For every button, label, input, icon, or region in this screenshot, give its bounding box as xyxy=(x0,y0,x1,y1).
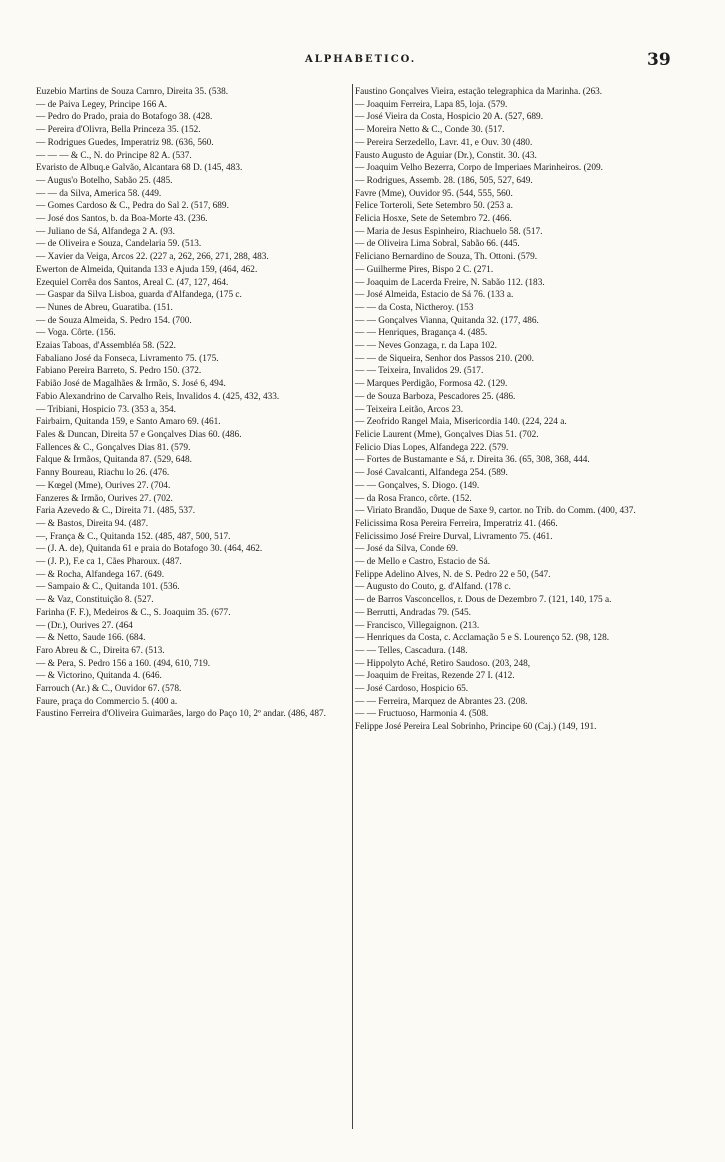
page-number: 39 xyxy=(647,50,671,70)
directory-entry: — — Telles, Cascadura. (148. xyxy=(355,645,468,656)
directory-entry: — — Henriques, Bragança 4. (485. xyxy=(355,328,488,339)
directory-entry: — de Barros Vasconcellos, r. Dous de Dezembro 7. (121, 140, 175 a. xyxy=(355,595,612,606)
directory-entry: — (Dr.), Ourives 27. (464 xyxy=(36,620,133,631)
directory-entry: — Hippolyto Aché, Retiro Saudoso. (203, 248, xyxy=(355,658,531,669)
directory-entry: Fabaliano José da Fonseca, Livramento 75. (175. xyxy=(36,353,219,364)
directory-entry: Fales & Duncan, Direita 57 e Gonçalves Dias 60. (486. xyxy=(36,429,242,440)
page-header xyxy=(0,50,725,74)
directory-entry: Fairbairn, Quitanda 159, e Santo Amaro 69. (461. xyxy=(36,417,221,428)
directory-entry: — — Neves Gonzaga, r. da Lapa 102. xyxy=(355,341,497,352)
directory-entry: — Pedro do Prado, praia do Botafogo 38. (428. xyxy=(36,112,213,123)
directory-entry: — & Netto, Saude 166. (684. xyxy=(36,633,146,644)
directory-entry: — — da Costa, Nictheroy. (153 xyxy=(355,302,474,313)
directory-entry: — Voga. Côrte. (156. xyxy=(36,328,116,339)
directory-entry: — & Bastos, Direita 94. (487. xyxy=(36,518,149,529)
directory-entry: — José Cavalcanti, Alfandega 254. (589. xyxy=(355,468,508,479)
directory-entry: — José Vieira da Costa, Hospicio 20 A. (527, 689. xyxy=(355,112,544,123)
directory-entry: — José Cardoso, Hospicio 65. xyxy=(355,684,469,695)
directory-entry: — — Fructuoso, Harmonia 4. (508. xyxy=(355,709,489,720)
directory-entry: Euzebio Martins de Souza Carnro, Direita 35. (538. xyxy=(36,87,229,97)
directory-entry: — — Gonçalves Vianna, Quitanda 32. (177, 486. xyxy=(355,315,539,326)
column-divider xyxy=(352,84,353,1129)
directory-entry: — Guilherme Pires, Bispo 2 C. (271. xyxy=(355,264,494,275)
directory-entry: — & Pera, S. Pedro 156 a 160. (494, 610, 719. xyxy=(36,658,211,669)
directory-entry: — José Almeida, Estacio de Sá 76. (133 a. xyxy=(355,290,514,301)
directory-entry: Ezequiel Corrêa dos Santos, Areal C. (47, 127, 464. xyxy=(36,277,229,288)
directory-entry: — Joaquim Velho Bezerra, Corpo de Imperiaes Marinheiros. (209. xyxy=(355,163,603,174)
directory-entry: — (J. P.), F.e ca 1, Cães Pharoux. (487. xyxy=(36,557,182,568)
directory-entry: — Sampaio & C., Quitanda 101. (536. xyxy=(36,582,180,593)
directory-entry: — & Vaz, Constituição 8. (527. xyxy=(36,595,154,606)
directory-entry: Fanzeres & Irmão, Ourives 27. (702. xyxy=(36,493,173,504)
directory-entry: — Joaquim de Lacerda Freire, N. Sabão 112. (183. xyxy=(355,277,545,288)
directory-entry: —, França & C., Quitanda 152. (485, 487, 500, 517. xyxy=(36,531,231,542)
directory-entry: Faure, praça do Commercio 5. (400 a. xyxy=(36,696,178,707)
directory-entry: — Rodrigues Guedes, Imperatriz 98. (636, 560. xyxy=(36,137,214,148)
directory-entry: — Augus'o Botelho, Sabão 25. (485. xyxy=(36,175,173,186)
directory-entry: Farrouch (Ar.) & C., Ouvidor 67. (578. xyxy=(36,684,182,695)
directory-entry: — de Paiva Legey, Principe 166 A. xyxy=(36,99,168,110)
directory-entry: Felippe Adelino Alves, N. de S. Pedro 22 e 50, (547. xyxy=(355,569,551,580)
directory-entry: Felicia Hosxe, Sete de Setembro 72. (466. xyxy=(355,214,512,225)
directory-entry: — — — & C., N. do Principe 82 A. (537. xyxy=(36,150,192,161)
directory-entry: — de Souza Barboza, Pescadores 25. (486. xyxy=(355,391,516,402)
directory-entry: — de Oliveira e Souza, Candelaria 59. (513. xyxy=(36,239,202,250)
directory-entry: Felippe José Pereira Leal Sobrinho, Principe 60 (Caj.) (149, 191. xyxy=(355,722,597,733)
directory-entry: — José dos Santos, b. da Boa-Morte 43. (236. xyxy=(36,214,208,225)
left-column xyxy=(36,86,348,721)
directory-entry: Faustino Ferreira d'Oliveira Guimarães, largo do Paço 10, 2º andar. (486, 487. xyxy=(36,709,326,720)
directory-entry: — & Rocha, Alfandega 167. (649. xyxy=(36,569,165,580)
directory-entry: Felice Torteroli, Sete Setembro 50. (253 a. xyxy=(355,201,513,212)
directory-entry: Ewerton de Almeida, Quitanda 133 e Ajuda 159, (464, 462. xyxy=(36,264,258,275)
directory-entry: Fanny Boureau, Riachu lo 26. (476. xyxy=(36,468,170,479)
right-column xyxy=(355,86,673,734)
directory-entry: Favre (Mme), Ouvidor 95. (544, 555, 560. xyxy=(355,188,513,199)
directory-entry: — Marques Perdigão, Formosa 42. (129. xyxy=(355,379,508,390)
directory-entry: — Gomes Cardoso & C., Pedra do Sal 2. (517, 689. xyxy=(36,201,229,212)
directory-entry: — Kœgel (Mme), Ourives 27. (704. xyxy=(36,480,171,491)
directory-entry: — Fortes de Bustamante e Sá, r. Direita 36. (65, 308, 368, 444. xyxy=(355,455,590,466)
directory-entry: — de Mello e Castro, Estacio de Sá. xyxy=(355,557,491,568)
directory-entry: — Henriques da Costa, c. Acclamação 5 e S. Lourenço 52. (98, 128. xyxy=(355,633,610,644)
directory-entry: — — de Siqueira, Senhor dos Passos 210. (200. xyxy=(355,353,534,364)
directory-entry: — Juliano de Sá, Alfandega 2 A. (93. xyxy=(36,226,175,237)
directory-entry: — — Ferreira, Marquez de Abrantes 23. (208. xyxy=(355,696,528,707)
directory-entry: — Berrutti, Andradas 79. (545. xyxy=(355,607,471,618)
directory-entry: — Moreira Netto & C., Conde 30. (517. xyxy=(355,125,505,136)
directory-entry: — José da Silva, Conde 69. xyxy=(355,544,459,555)
directory-entry: — Teixeira Leitão, Arcos 23. xyxy=(355,404,464,415)
directory-entry: — Augusto do Couto, g. d'Alfand. (178 c. xyxy=(355,582,511,593)
directory-entry: — — da Silva, America 58. (449. xyxy=(36,188,162,199)
directory-entry: Fabio Alexandrino de Carvalho Reis, Invalidos 4. (425, 432, 433. xyxy=(36,391,280,402)
directory-entry: Felicissimo José Freire Durval, Livramento 75. (461. xyxy=(355,531,553,542)
directory-entry: Faria Azevedo & C., Direita 71. (485, 537. xyxy=(36,506,196,517)
directory-entry: — — Teixeira, Invalidos 29. (517. xyxy=(355,366,484,377)
running-title: ALPHABETICO. xyxy=(305,54,417,65)
directory-entry: — Francisco, Villegaignon. (213. xyxy=(355,620,480,631)
directory-entry: Faro Abreu & C., Direita 67. (513. xyxy=(36,645,165,656)
directory-entry: Felicissima Rosa Pereira Ferreira, Imperatriz 41. (466. xyxy=(355,518,558,529)
directory-entry: Farinha (F. F.), Medeiros & C., S. Joaquim 35. (677. xyxy=(36,607,231,618)
directory-entry: Feliciano Bernardino de Souza, Th. Ottoni. (579. xyxy=(355,252,538,263)
directory-entry: Falque & Irmãos, Quitanda 87. (529, 648. xyxy=(36,455,192,466)
directory-entry: — Xavier da Veiga, Arcos 22. (227 a, 262, 266, 271, 288, 483. xyxy=(36,252,269,263)
directory-entry: — Maria de Jesus Espinheiro, Riachuelo 58. (517. xyxy=(355,226,543,237)
directory-entry: Fallences & C., Gonçalves Dias 81. (579. xyxy=(36,442,191,453)
directory-entry: — Joaquim Ferreira, Lapa 85, loja. (579. xyxy=(355,99,508,110)
directory-entry: — de Oliveira Lima Sobral, Sabão 66. (445. xyxy=(355,239,520,250)
directory-entry: — & Victorino, Quitanda 4. (646. xyxy=(36,671,162,682)
directory-entry: — (J. A. de), Quitanda 61 e praia do Botafogo 30. (464, 462. xyxy=(36,544,263,555)
directory-entry: Fabiano Pereira Barreto, S. Pedro 150. (372. xyxy=(36,366,202,377)
directory-entry: Faustino Gonçalves Vieira, estação telegraphica da Marinha. (263. xyxy=(355,87,603,97)
directory-entry: — Pereira d'Olivra, Bella Princeza 35. (152. xyxy=(36,125,201,136)
directory-entry: — da Rosa Franco, côrte. (152. xyxy=(355,493,472,504)
directory-entry: — Tribiani, Hospicio 73. (353 a, 354. xyxy=(36,404,176,415)
directory-entry: Fabião José de Magalhães & Irmão, S. José 6, 494. xyxy=(36,379,226,390)
directory-entry: — Joaquim de Freitas, Rezende 27 I. (412. xyxy=(355,671,515,682)
directory-entry: Felicio Dias Lopes, Alfandega 222. (579. xyxy=(355,442,509,453)
directory-entry: — de Souza Almeida, S. Pedro 154. (700. xyxy=(36,315,192,326)
directory-entry: Ezaias Taboas, d'Assembléa 58. (522. xyxy=(36,341,177,352)
directory-entry: — Nunes de Abreu, Guaratiba. (151. xyxy=(36,302,173,313)
directory-entry: Fausto Augusto de Aguiar (Dr.), Constit. 30. (43. xyxy=(355,150,537,161)
directory-entry: — Gaspar da Silva Lisboa, guarda d'Alfandega, (175 c. xyxy=(36,290,242,301)
directory-entry: Felicie Laurent (Mme), Gonçalves Dias 51. (702. xyxy=(355,429,539,440)
directory-entry: — Zeofrido Rangel Maia, Misericordia 140. (224, 224 a. xyxy=(355,417,567,428)
directory-entry: — — Gonçalves, S. Diogo. (149. xyxy=(355,480,480,491)
directory-entry: — Rodrigues, Assemb. 28. (186, 505, 527, 649. xyxy=(355,175,533,186)
directory-entry: Evaristo de Albuq.e Galvão, Alcantara 68 D. (145, 483. xyxy=(36,163,243,174)
directory-entry: — Viriato Brandão, Duque de Saxe 9, cartor. no Trib. do Comm. (400, 437. xyxy=(355,506,636,517)
directory-entry: — Pereira Serzedello, Lavr. 41, e Ouv. 30 (480. xyxy=(355,137,533,148)
